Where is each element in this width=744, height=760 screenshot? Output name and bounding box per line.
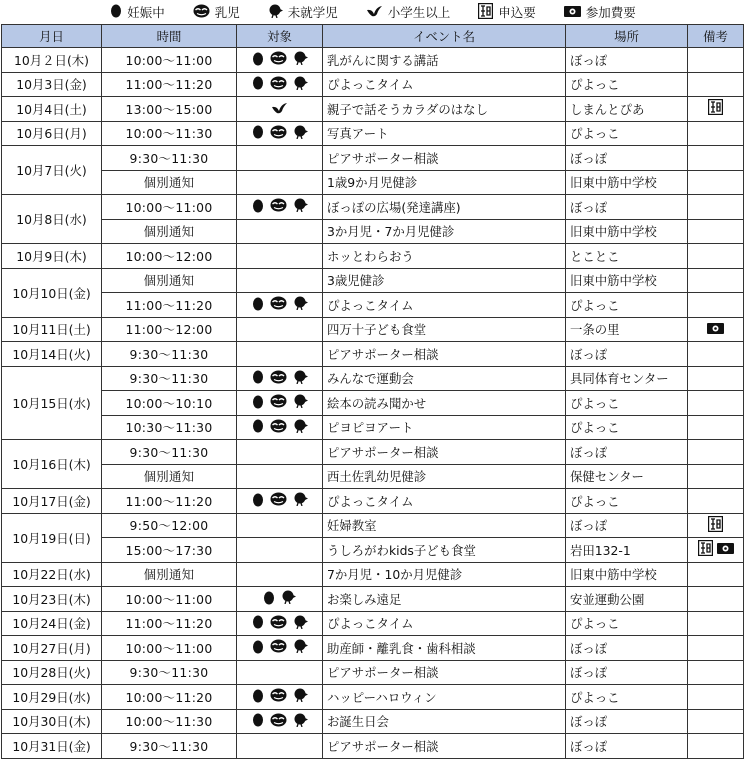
table-row xyxy=(2,709,744,734)
date-cell: 10月24日(金) xyxy=(2,611,102,636)
table-row xyxy=(2,121,744,146)
chick-icon xyxy=(293,492,308,509)
table-row xyxy=(2,72,744,97)
table-row xyxy=(2,464,744,489)
time-cell: 13:00～15:00 xyxy=(102,97,237,122)
time-cell: 10:00～12:00 xyxy=(102,244,237,269)
date-cell: 10月２日(木) xyxy=(2,48,102,73)
event-name-cell: ぴよっこタイム xyxy=(323,293,566,318)
table-row xyxy=(2,685,744,710)
fee-icon xyxy=(707,322,724,337)
note-cell xyxy=(688,538,744,563)
event-name-cell: ぴよっこタイム xyxy=(323,611,566,636)
legend-item-apply xyxy=(476,3,536,22)
egg-icon xyxy=(252,492,264,510)
date-cell: 10月9日(木) xyxy=(2,244,102,269)
time-cell: 11:00～11:20 xyxy=(102,72,237,97)
event-name-cell: 妊婦教室 xyxy=(323,513,566,538)
header-row xyxy=(2,25,744,48)
table-row xyxy=(2,366,744,391)
date-cell: 10月29日(水) xyxy=(2,685,102,710)
note-cell xyxy=(688,391,744,416)
place-cell: ぼっぽ xyxy=(566,513,688,538)
time-cell: 11:00～12:00 xyxy=(102,317,237,342)
time-cell: 9:30～11:30 xyxy=(102,146,237,171)
apply-icon xyxy=(698,540,713,559)
time-cell: 10:00～10:10 xyxy=(102,391,237,416)
egg-icon xyxy=(252,688,264,706)
place-cell: 旧東中筋中学校 xyxy=(566,268,688,293)
note-cell xyxy=(688,146,744,171)
target-cell xyxy=(237,97,323,122)
chick-icon xyxy=(293,394,308,411)
legend-item-bird xyxy=(364,3,451,21)
target-cell xyxy=(237,317,323,342)
apply-icon xyxy=(708,516,723,535)
egg-icon xyxy=(252,296,264,314)
time-cell: 9:30～11:30 xyxy=(102,342,237,367)
time-cell: 10:00～11:30 xyxy=(102,121,237,146)
legend-label: 妊娠中 xyxy=(127,5,165,20)
legend-label: 小学生以上 xyxy=(387,5,451,20)
table-row xyxy=(2,587,744,612)
header-time: 時間 xyxy=(102,25,237,48)
time-cell: 10:00～11:00 xyxy=(102,48,237,73)
note-cell xyxy=(688,562,744,587)
target-cell xyxy=(237,391,323,416)
egg-icon xyxy=(252,51,264,69)
chick-icon xyxy=(293,198,308,215)
date-cell: 10月23日(木) xyxy=(2,587,102,612)
place-cell: 一条の里 xyxy=(566,317,688,342)
baby-icon xyxy=(270,51,287,68)
target-cell xyxy=(237,440,323,465)
table-row xyxy=(2,562,744,587)
egg-icon xyxy=(252,394,264,412)
legend-label: 参加費要 xyxy=(585,5,636,20)
event-name-cell: ハッピーハロウィン xyxy=(323,685,566,710)
target-cell xyxy=(237,611,323,636)
egg-icon xyxy=(252,75,264,93)
baby-icon xyxy=(270,370,287,387)
event-name-cell: うしろがわkids子ども食堂 xyxy=(323,538,566,563)
header-place: 場所 xyxy=(566,25,688,48)
time-cell: 15:00～17:30 xyxy=(102,538,237,563)
event-name-cell: お誕生日会 xyxy=(323,709,566,734)
target-cell xyxy=(237,195,323,220)
table-row xyxy=(2,244,744,269)
header-date: 月日 xyxy=(2,25,102,48)
place-cell: ぼっぽ xyxy=(566,195,688,220)
header-note: 備考 xyxy=(688,25,744,48)
event-name-cell: ホッとわらおう xyxy=(323,244,566,269)
chick-icon xyxy=(293,615,308,632)
time-cell: 11:00～11:20 xyxy=(102,489,237,514)
fee-icon xyxy=(564,5,581,20)
legend-item-chick xyxy=(266,3,338,21)
baby-icon xyxy=(270,688,287,705)
note-cell xyxy=(688,660,744,685)
table-row xyxy=(2,440,744,465)
legend-item-baby xyxy=(191,3,240,21)
header-event: イベント名 xyxy=(323,25,566,48)
date-cell: 10月22日(水) xyxy=(2,562,102,587)
target-cell xyxy=(237,170,323,195)
egg-icon xyxy=(263,590,275,608)
target-cell xyxy=(237,146,323,171)
time-cell: 10:00～11:00 xyxy=(102,587,237,612)
target-cell xyxy=(237,660,323,685)
target-cell xyxy=(237,709,323,734)
baby-icon xyxy=(193,4,210,21)
egg-icon xyxy=(252,369,264,387)
place-cell: 具同体育センター xyxy=(566,366,688,391)
egg-icon xyxy=(252,418,264,436)
date-cell: 10月3日(金) xyxy=(2,72,102,97)
legend-label: 乳児 xyxy=(214,5,240,20)
place-cell: ぴよっこ xyxy=(566,121,688,146)
place-cell: ぴよっこ xyxy=(566,611,688,636)
table-row xyxy=(2,146,744,171)
place-cell: ぴよっこ xyxy=(566,415,688,440)
place-cell: ぼっぽ xyxy=(566,440,688,465)
place-cell: ぴよっこ xyxy=(566,489,688,514)
note-cell xyxy=(688,72,744,97)
place-cell: しまんとぴあ xyxy=(566,97,688,122)
note-cell xyxy=(688,121,744,146)
date-cell: 10月15日(水) xyxy=(2,366,102,440)
place-cell: ぼっぽ xyxy=(566,342,688,367)
note-cell xyxy=(688,48,744,73)
note-cell xyxy=(688,611,744,636)
time-cell: 9:30～11:30 xyxy=(102,366,237,391)
date-cell: 10月4日(土) xyxy=(2,97,102,122)
baby-icon xyxy=(270,713,287,730)
egg-icon xyxy=(252,198,264,216)
baby-icon xyxy=(270,125,287,142)
place-cell: ぴよっこ xyxy=(566,72,688,97)
bird-icon xyxy=(366,5,383,20)
place-cell: ぴよっこ xyxy=(566,685,688,710)
date-cell: 10月28日(火) xyxy=(2,660,102,685)
date-cell: 10月17日(金) xyxy=(2,489,102,514)
baby-icon xyxy=(270,615,287,632)
date-cell: 10月27日(月) xyxy=(2,636,102,661)
target-cell xyxy=(237,685,323,710)
place-cell: ぼっぽ xyxy=(566,636,688,661)
egg-icon xyxy=(252,712,264,730)
note-cell xyxy=(688,464,744,489)
baby-icon xyxy=(270,76,287,93)
place-cell: 安並運動公園 xyxy=(566,587,688,612)
chick-icon xyxy=(293,688,308,705)
note-cell xyxy=(688,440,744,465)
target-cell xyxy=(237,72,323,97)
event-name-cell: ぴよっこタイム xyxy=(323,489,566,514)
time-cell: 個別通知 xyxy=(102,170,237,195)
place-cell: ぴよっこ xyxy=(566,293,688,318)
place-cell: 旧東中筋中学校 xyxy=(566,562,688,587)
table-row xyxy=(2,195,744,220)
event-name-cell: 親子で話そうカラダのはなし xyxy=(323,97,566,122)
place-cell: 旧東中筋中学校 xyxy=(566,219,688,244)
event-schedule-table xyxy=(1,24,744,759)
target-cell xyxy=(237,734,323,759)
time-cell: 個別通知 xyxy=(102,268,237,293)
baby-icon xyxy=(270,419,287,436)
time-cell: 10:00～11:20 xyxy=(102,685,237,710)
target-cell xyxy=(237,244,323,269)
baby-icon xyxy=(270,198,287,215)
legend-item-fee xyxy=(562,3,636,21)
note-cell xyxy=(688,170,744,195)
baby-icon xyxy=(270,394,287,411)
target-cell xyxy=(237,293,323,318)
target-cell xyxy=(237,562,323,587)
table-row xyxy=(2,611,744,636)
table-row xyxy=(2,489,744,514)
place-cell: 岩田132-1 xyxy=(566,538,688,563)
target-cell xyxy=(237,464,323,489)
chick-icon xyxy=(293,51,308,68)
note-cell xyxy=(688,268,744,293)
event-name-cell: 乳がんに関する講話 xyxy=(323,48,566,73)
event-name-cell: ピアサポーター相談 xyxy=(323,660,566,685)
date-cell: 10月14日(火) xyxy=(2,342,102,367)
event-name-cell: ぴよっこタイム xyxy=(323,72,566,97)
event-name-cell: 3歳児健診 xyxy=(323,268,566,293)
note-cell xyxy=(688,489,744,514)
target-cell xyxy=(237,366,323,391)
note-cell xyxy=(688,366,744,391)
note-cell xyxy=(688,195,744,220)
table-row xyxy=(2,48,744,73)
place-cell: ぼっぽ xyxy=(566,660,688,685)
apply-icon xyxy=(478,3,493,22)
event-name-cell: お楽しみ遠足 xyxy=(323,587,566,612)
egg-icon xyxy=(110,3,122,21)
table-row xyxy=(2,317,744,342)
target-cell xyxy=(237,513,323,538)
time-cell: 9:30～11:30 xyxy=(102,734,237,759)
table-row xyxy=(2,170,744,195)
chick-icon xyxy=(293,639,308,656)
event-name-cell: 写真アート xyxy=(323,121,566,146)
time-cell: 個別通知 xyxy=(102,464,237,489)
event-name-cell: 助産師・離乳食・歯科相談 xyxy=(323,636,566,661)
place-cell: ぼっぽ xyxy=(566,146,688,171)
date-cell: 10月7日(火) xyxy=(2,146,102,195)
event-name-cell: 3か月児・7か月児健診 xyxy=(323,219,566,244)
egg-icon xyxy=(252,639,264,657)
event-name-cell: ピヨピヨアート xyxy=(323,415,566,440)
baby-icon xyxy=(270,492,287,509)
time-cell: 10:00～11:00 xyxy=(102,195,237,220)
note-cell xyxy=(688,342,744,367)
event-name-cell: ピアサポーター相談 xyxy=(323,342,566,367)
legend-label: 未就学児 xyxy=(287,5,338,20)
time-cell: 個別通知 xyxy=(102,562,237,587)
place-cell: ぴよっこ xyxy=(566,391,688,416)
apply-icon xyxy=(708,99,723,118)
note-cell xyxy=(688,685,744,710)
event-name-cell: ピアサポーター相談 xyxy=(323,734,566,759)
date-cell: 10月10日(金) xyxy=(2,268,102,317)
time-cell: 10:00～11:30 xyxy=(102,709,237,734)
date-cell: 10月16日(木) xyxy=(2,440,102,489)
chick-icon xyxy=(293,370,308,387)
fee-icon xyxy=(717,542,734,557)
chick-icon xyxy=(293,713,308,730)
note-cell xyxy=(688,219,744,244)
baby-icon xyxy=(270,296,287,313)
table-row xyxy=(2,660,744,685)
legend xyxy=(0,0,744,24)
event-name-cell: 7か月児・10か月児健診 xyxy=(323,562,566,587)
legend-item-egg xyxy=(108,3,165,21)
note-cell xyxy=(688,244,744,269)
note-cell xyxy=(688,587,744,612)
legend-label: 申込要 xyxy=(498,5,536,20)
time-cell: 9:30～11:30 xyxy=(102,440,237,465)
table-row xyxy=(2,219,744,244)
target-cell xyxy=(237,219,323,244)
table-row xyxy=(2,293,744,318)
date-cell: 10月30日(木) xyxy=(2,709,102,734)
event-name-cell: ぼっぽの広場(発達講座) xyxy=(323,195,566,220)
egg-icon xyxy=(252,614,264,632)
note-cell xyxy=(688,709,744,734)
target-cell xyxy=(237,121,323,146)
baby-icon xyxy=(270,639,287,656)
time-cell: 11:00～11:20 xyxy=(102,611,237,636)
target-cell xyxy=(237,415,323,440)
table-row xyxy=(2,415,744,440)
place-cell: 旧東中筋中学校 xyxy=(566,170,688,195)
time-cell: 11:00～11:20 xyxy=(102,293,237,318)
date-cell: 10月11日(土) xyxy=(2,317,102,342)
target-cell xyxy=(237,48,323,73)
chick-icon xyxy=(281,590,296,607)
note-cell xyxy=(688,415,744,440)
time-cell: 9:30～11:30 xyxy=(102,660,237,685)
note-cell xyxy=(688,293,744,318)
target-cell xyxy=(237,636,323,661)
target-cell xyxy=(237,342,323,367)
chick-icon xyxy=(293,419,308,436)
target-cell xyxy=(237,587,323,612)
event-name-cell: ピアサポーター相談 xyxy=(323,146,566,171)
note-cell xyxy=(688,317,744,342)
event-name-cell: 1歳9か月児健診 xyxy=(323,170,566,195)
table-row xyxy=(2,391,744,416)
target-cell xyxy=(237,489,323,514)
table-row xyxy=(2,513,744,538)
header-target: 対象 xyxy=(237,25,323,48)
note-cell xyxy=(688,734,744,759)
target-cell xyxy=(237,538,323,563)
table-row xyxy=(2,268,744,293)
note-cell xyxy=(688,513,744,538)
time-cell: 個別通知 xyxy=(102,219,237,244)
table-row xyxy=(2,97,744,122)
target-cell xyxy=(237,268,323,293)
table-row xyxy=(2,636,744,661)
event-name-cell: 西土佐乳幼児健診 xyxy=(323,464,566,489)
date-cell: 10月8日(水) xyxy=(2,195,102,244)
table-row xyxy=(2,538,744,563)
event-name-cell: みんなで運動会 xyxy=(323,366,566,391)
bird-icon xyxy=(271,102,288,117)
date-cell: 10月31日(金) xyxy=(2,734,102,759)
note-cell xyxy=(688,636,744,661)
note-cell xyxy=(688,97,744,122)
time-cell: 10:30～11:30 xyxy=(102,415,237,440)
chick-icon xyxy=(293,76,308,93)
date-cell: 10月6日(月) xyxy=(2,121,102,146)
place-cell: ぼっぽ xyxy=(566,734,688,759)
place-cell: ぼっぽ xyxy=(566,709,688,734)
time-cell: 9:50～12:00 xyxy=(102,513,237,538)
place-cell: ぼっぽ xyxy=(566,48,688,73)
chick-icon xyxy=(293,296,308,313)
table-row xyxy=(2,342,744,367)
egg-icon xyxy=(252,124,264,142)
place-cell: 保健センター xyxy=(566,464,688,489)
date-cell: 10月19日(日) xyxy=(2,513,102,562)
chick-icon xyxy=(268,4,283,21)
event-name-cell: ピアサポーター相談 xyxy=(323,440,566,465)
place-cell: とことこ xyxy=(566,244,688,269)
table-row xyxy=(2,734,744,759)
time-cell: 10:00～11:00 xyxy=(102,636,237,661)
event-name-cell: 絵本の読み聞かせ xyxy=(323,391,566,416)
event-name-cell: 四万十子ども食堂 xyxy=(323,317,566,342)
chick-icon xyxy=(293,125,308,142)
